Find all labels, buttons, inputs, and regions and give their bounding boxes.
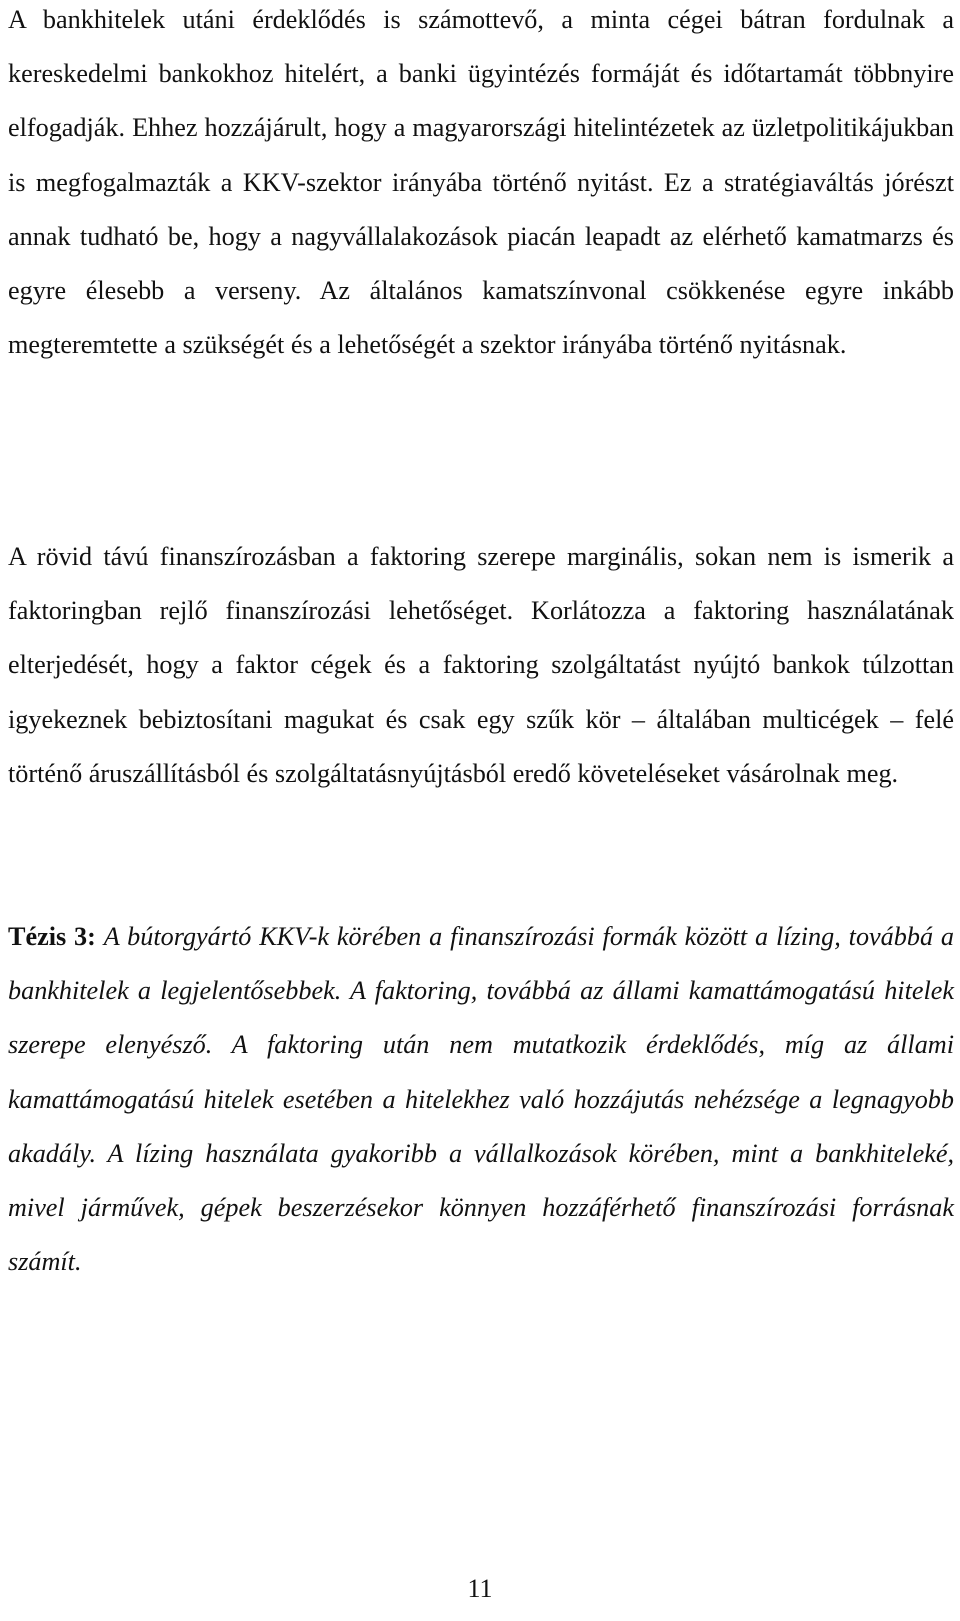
thesis-label: Tézis 3: — [8, 922, 96, 951]
thesis-text: A bútorgyártó KKV-k körében a finanszírozási formák között a lízing, továbbá a bankhitelek a legjelentősebbek. A faktoring, továbbá az állami kamattámogatású hitelek szerepe elenyésző. A faktoring után nem mutatkozik érdeklődés, míg az állami kamattámogatású hitelek esetében a hitelekhez való hozzájutás nehézsége a legnagyobb akadály. A lízing használata gyakoribb a vállalkozások körében, mint a bankhiteleké, mivel járművek, gépek beszerzésekor könnyen hozzáférhető finanszírozási forrásnak számít. — [8, 922, 955, 1277]
paragraph-factoring: A rövid távú finanszírozásban a faktoring szerepe marginális, sokan nem is ismerik a faktoringban rejlő finanszírozási lehetőséget. Korlátozza a faktoring használatának elterjedését, hogy a faktor cégek és a faktoring szolgáltatást nyújtó bankok túlzottan igyekeznek bebiztosítani magukat és csak egy szűk kör – általában multicégek – felé történő áruszállításból és szolgáltatásnyújtásból eredő követeléseket vásárolnak meg. — [8, 542, 954, 788]
paragraph-bank-loans: A bankhitelek utáni érdeklődés is számottevő, a minta cégei bátran fordulnak a kereskedelmi bankokhoz hitelért, a banki ügyintézés formáját és időtartamát többnyire elfogadják. Ehhez hozzájárult, hogy a magyarországi hitelintézetek az üzletpolitikájukban is megfogalmazták a KKV-szektor irányába történő nyitást. Ez a stratégiaváltás jórészt annak tudható be, hogy a nagyvállalakozások piacán leapadt az elérhető kamatmarzs és egyre élesebb a verseny. Az általános kamatszínvonal csökkenése egyre inkább megteremtette a szükségét és a lehetőségét a szektor irányába történő nyitásnak. — [8, 5, 954, 360]
thesis-paragraph — [8, 910, 954, 1289]
page-number: 11 — [467, 1574, 493, 1603]
